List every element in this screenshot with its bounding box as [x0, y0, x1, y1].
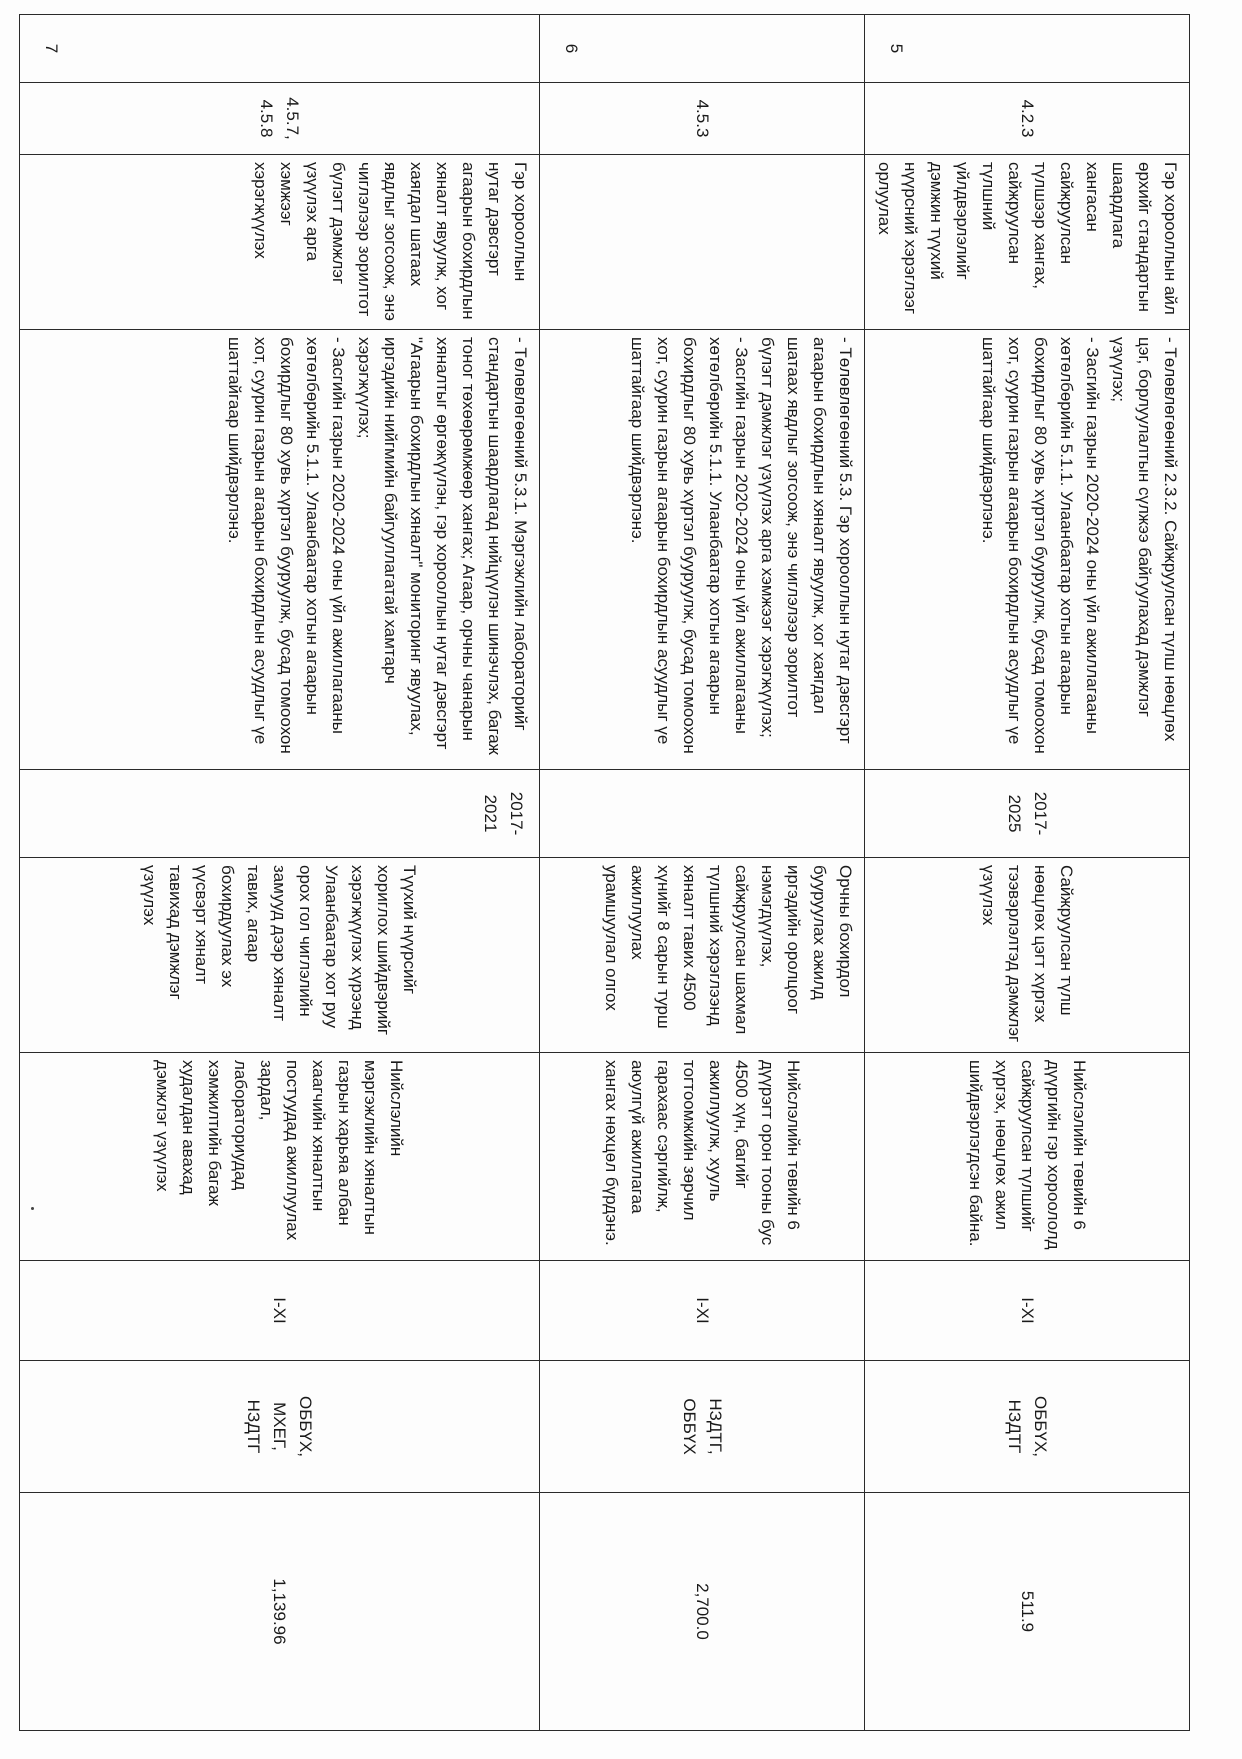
row-code: 4.5.3: [540, 83, 865, 155]
row-action: Түүхий нүүрсийг хориглох шийдвэрийг хэрэгжүүлэх хүрээнд Улаанбаатар хот руу орох гол чиглэлийн замууд дээр хяналт тавих, агаар бохирдуулах эх үүсвэрт хяналт тавихад дэмжлэг үзүүлэх: [20, 858, 540, 1053]
row-action: Сайжруулсан түлш нөөцлөх цэгт хүргэх тээвэрлэлтэд дэмжлэг үзүүлэх: [865, 858, 1190, 1053]
table-row: [865, 15, 1190, 1731]
row-code: 4.2.3: [865, 83, 1190, 155]
row-action: Орчны бохирдол бууруулах ажилд иргэдийн оролцоог нэмэгдүүлэх, сайжруулсан шахмал түлшний хэрэглээнд хяналт тавих 4500 хүнийг 8 сарын турш ажиллуулах урамшуулал олгох: [540, 858, 865, 1053]
row-number: 6: [540, 15, 865, 83]
row-period: 2017- 2021: [20, 770, 540, 858]
row-result: Нийслэлийн мэргэжлийн хяналтын газрын харьяа албан хаагчийн хяналтын постуудад ажиллуулах зардал, лабораториудад хэмжилтийн багаж худалдан авахад дэмжлэг үзүүлэх: [20, 1053, 540, 1261]
table-row: [540, 15, 865, 1731]
row-objective: [540, 155, 865, 330]
row-months: I-XI: [865, 1261, 1190, 1361]
row-number: 5: [865, 15, 1190, 83]
row-months: I-XI: [540, 1261, 865, 1361]
row-responsible: НЗДТГ, ОББҮХ: [540, 1361, 865, 1493]
row-result: Нийслэлийн төвийн 6 дүүрэгт орон тооны бус 4500 хүн, багийг ажиллуулж, хууль тогтоомжийн зөрчил гарахаас сэргийлж, аюулгүй ажиллагаа хангах нөхцөл бүрдэнэ.: [540, 1053, 865, 1261]
row-budget: 511.9: [865, 1493, 1190, 1731]
row-objective: Гэр хорооллын нутаг дэвсгэрт агаарын бохирдлын хяналт явуулж, хог хаягдал шатаах явдлыг зогсоож, энэ чиглэлээр зорилтот бүлэгт дэмжлэг үзүүлэх арга хэмжээг хэрэгжүүлэх: [20, 155, 540, 330]
row-budget: 2,700.0: [540, 1493, 865, 1731]
action-plan-table: [19, 14, 1190, 1731]
row-code: 4.5.7, 4.5.8: [20, 83, 540, 155]
row-result: Нийслэлийн төвийн 6 дүүргийн гэр хороололд сайжруулсан түлшийг хүргэх, нөөцлөх ажил шийдвэрлэгдсэн байна.: [865, 1053, 1190, 1261]
row-months: I-XI: [20, 1261, 540, 1361]
row-basis: - Төлөвлөгөөний 5.3. Гэр хорооллын нутаг дэвсгэрт агаарын бохирдлын хяналт явуулж, хог хаягдал шатаах явдлыг зогсоож, энэ чиглэлээр зорилтот бүлэгт дэмжлэг үзүүлэх арга хэмжээг хэрэгжүүлэх; - Засгийн газрын 2020-2024 оны үйл ажиллагааны хөтөлбөрийн 5.1.1. Улаанбаатар хотын агаарын бохирдлыг 80 хувь хүртэл бууруулж, бусад томоохон хот, суурин газрын агаарын бохирдлын асуудлыг үе шаттайгаар шийдвэрлэнэ.: [540, 330, 865, 770]
row-number: 7: [20, 15, 540, 83]
row-basis: - Төлөвлөгөөний 2.3.2. Сайжруулсан түлш нөөцлөх цэг, борлуулалтын сүлжээ байгуулахад дэмжлэг үзүүлэх; - Засгийн газрын 2020-2024 оны үйл ажиллагааны хөтөлбөрийн 5.1.1. Улаанбаатар хотын агаарын бохирдлыг 80 хувь хүртэл бууруулж, бусад томоохон хот, суурин газрын агаарын бохирдлын асуудлыг үе шаттайгаар шийдвэрлэнэ.: [865, 330, 1190, 770]
row-responsible: ОББҮХ, МХЕГ, НЗДТГ: [20, 1361, 540, 1493]
row-period: [540, 770, 865, 858]
row-period: 2017- 2025: [865, 770, 1190, 858]
table-row: [20, 15, 540, 1731]
row-basis: - Төлөвлөгөөний 5.3.1. Мэргэжлийн лабораторийг стандартын шаардлагад нийцүүлэн шинэчлэх, багаж тоног төхөөрөмжөөр хангах; Агаар, орчны чанарын хяналтыг өргөжүүлэн, гэр хорооллын нутаг дэвсгэрт "Агаарын бохирдлын хяналт" мониторинг явуулах, иргэдийн нийгмийн байгууллагатай хамтарч хэрэгжүүлэх; - Засгийн газрын 2020-2024 оны үйл ажиллагааны хөтөлбөрийн 5.1.1. Улаанбаатар хотын агаарын бохирдлыг 80 хувь хүртэл бууруулж, бусад томоохон хот, суурин газрын агаарын бохирдлын асуудлыг үе шаттайгаар шийдвэрлэнэ.: [20, 330, 540, 770]
row-objective: Гэр хорооллын айл өрхийг стандартын шаардлага хангасан сайжруулсан түлшээр хангах, сайжруулсан түлшний үйлдвэрлэлийг дэмжин түүхий нүүрсний хэрэглээг орлуулах: [865, 155, 1190, 330]
row-responsible: ОББҮХ, НЗДТГ: [865, 1361, 1190, 1493]
rotated-table-wrapper: [42, 14, 1190, 1730]
row-budget: 1,139.96: [20, 1493, 540, 1731]
